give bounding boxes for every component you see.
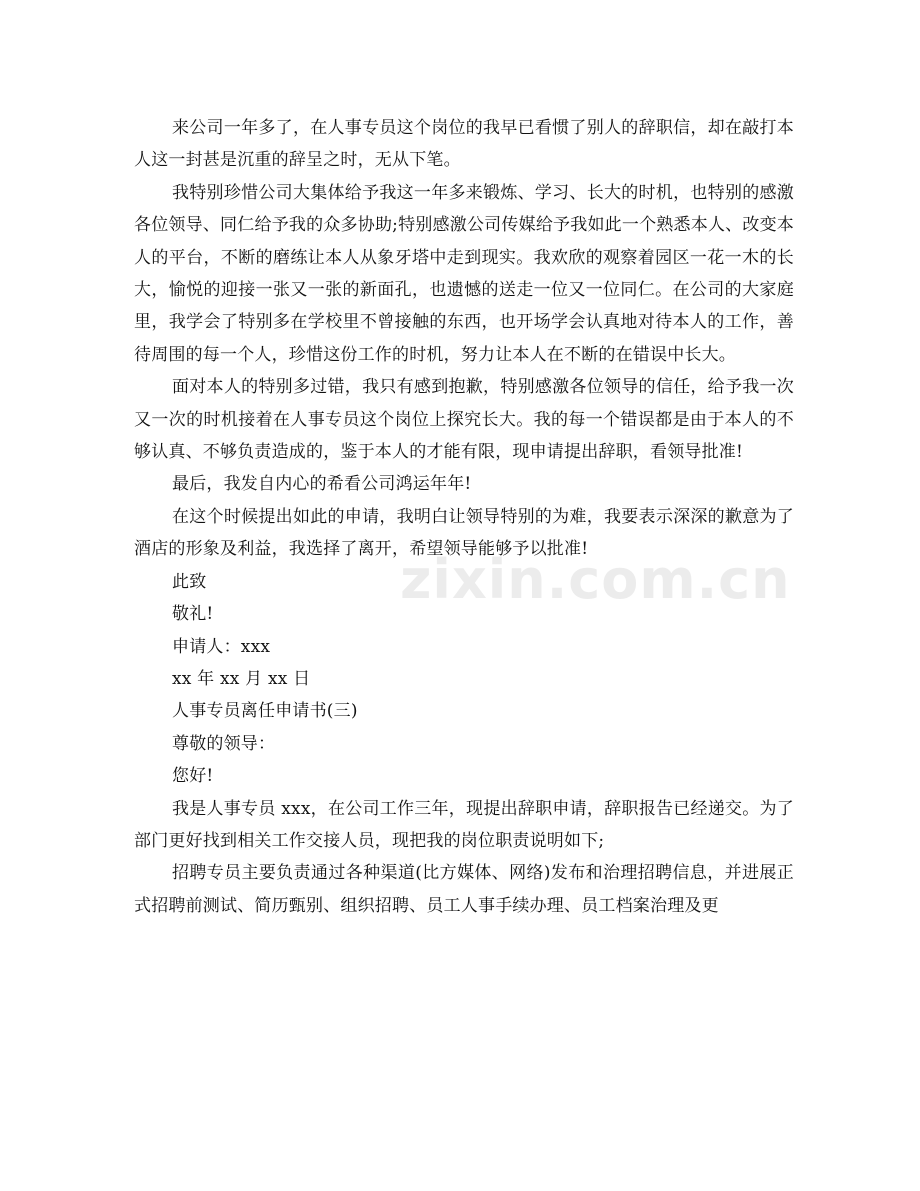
closing-regards: 敬礼! bbox=[172, 604, 214, 625]
closing-salutation: 此致 bbox=[172, 571, 207, 592]
document-body bbox=[134, 112, 794, 922]
paragraph-statement: 我是人事专员 xxx，在公司工作三年，现提出辞职申请，辞职报告已经递交。为了部门更好找到相关工作交接人员，现把我的岗位职责说明如下; bbox=[134, 798, 794, 851]
watermark-text: zixin.com.cn bbox=[400, 548, 791, 611]
paragraph-wishes: 最后，我发自内心的希看公司鸿运年年! bbox=[172, 474, 472, 495]
paragraph-apology: 面对本人的特别多过错，我只有感到抱歉，特别感激各位领导的信任，给予我一次又一次的时机接着在人事专员这个岗位上探究长大。我的每一个错误都是由于本人的不够认真、不够负责造成的，鉴于本人的才能有限，现申请提出辞职，看领导批准! bbox=[134, 377, 794, 463]
letter-hello: 您好! bbox=[172, 766, 214, 787]
paragraph-request: 在这个时候提出如此的申请，我明白让领导特别的为难，我要表示深深的歉意为了酒店的形象及利益，我选择了离开，希望领导能够予以批准! bbox=[134, 506, 794, 560]
letter-date: xx 年 xx 月 xx 日 bbox=[172, 668, 311, 689]
letter-greeting: 尊敬的领导： bbox=[172, 733, 276, 754]
paragraph-intro: 来公司一年多了，在人事专员这个岗位的我早已看惯了别人的辞职信，却在敲打本人这一封甚是沉重的辞呈之时，无从下笔。 bbox=[134, 118, 794, 171]
paragraph-gratitude: 我特别珍惜公司大集体给予我这一年多来锻炼、学习、长大的时机，也特别的感激各位领导、同仁给予我的众多协助;特别感激公司传媒给予我如此一个熟悉本人、改变本人的平台，不断的磨练让本人从象牙塔中走到现实。我欢欣的观察着园区一花一木的长大，愉悦的迎接一张又一张的新面孔，也遗憾的送走一位又一位同仁。在公司的大家庭里，我学会了特别多在学校里不曾接触的东西，也开场学会认真地对待本人的工作，善待周围的每一个人，珍惜这份工作的时机，努力让本人在不断的在错误中长大。 bbox=[134, 182, 794, 365]
section-title: 人事专员离任申请书(三) bbox=[172, 701, 358, 722]
applicant-name: 申请人：xxx bbox=[172, 636, 271, 657]
paragraph-duties: 招聘专员主要负责通过各种渠道(比方媒体、网络)发布和治理招聘信息，并进展正式招聘前测试、简历甄别、组织招聘、员工人事手续办理、员工档案治理及更 bbox=[134, 863, 794, 916]
